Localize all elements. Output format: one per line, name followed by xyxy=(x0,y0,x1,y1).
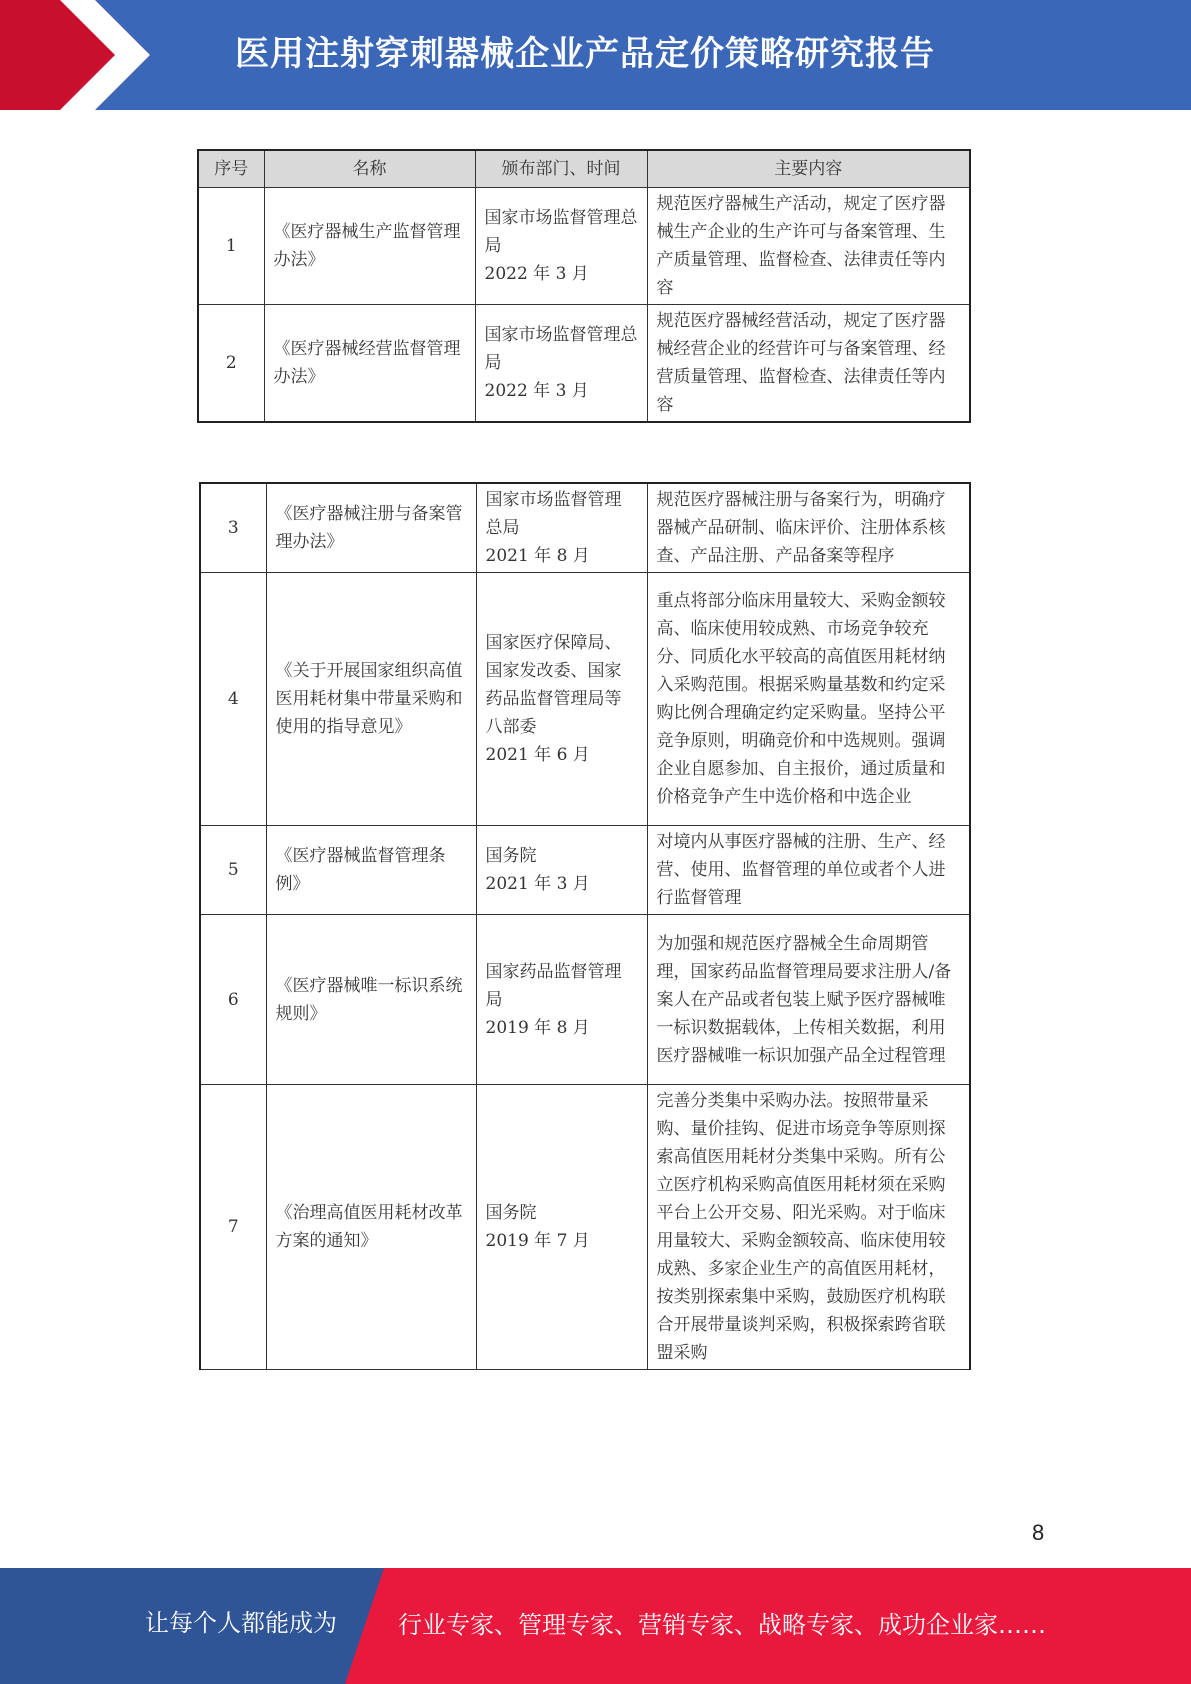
regulations-table-part1 xyxy=(197,149,971,423)
row-name: 《关于开展国家组织高值医用耗材集中带量采购和使用的指导意见》 xyxy=(266,573,476,826)
table-row xyxy=(198,305,970,423)
row-content: 重点将部分临床用量较大、采购金额较高、临床使用较成熟、市场竞争较充分、同质化水平较高的高值医用耗材纳入采购范围。根据采购量基数和约定采购比例合理确定约定采购量。坚持公平竞争原则，明确竞价和中选规则。强调企业自愿参加、自主报价，通过质量和价格竞争产生中选价格和中选企业 xyxy=(647,573,970,826)
row-no: 7 xyxy=(200,1085,266,1370)
table-row xyxy=(198,188,970,305)
row-no: 6 xyxy=(200,915,266,1085)
row-content: 规范医疗器械生产活动，规定了医疗器械生产企业的生产许可与备案管理、生产质量管理、监督检查、法律责任等内容 xyxy=(647,188,970,305)
table-row xyxy=(200,826,970,915)
table-row xyxy=(200,915,970,1085)
header-content: 主要内容 xyxy=(647,150,970,188)
row-content: 为加强和规范医疗器械全生命周期管理，国家药品监督管理局要求注册人/备案人在产品或者包装上赋予医疗器械唯一标识数据载体，上传相关数据，利用医疗器械唯一标识加强产品全过程管理 xyxy=(647,915,970,1085)
row-name: 《医疗器械监督管理条例》 xyxy=(266,826,476,915)
row-dept: 国务院 2021 年 3 月 xyxy=(476,826,647,915)
row-dept: 国家市场监督管理总局 2022 年 3 月 xyxy=(475,188,647,305)
row-no: 5 xyxy=(200,826,266,915)
row-no: 1 xyxy=(198,188,264,305)
row-content: 规范医疗器械经营活动，规定了医疗器械经营企业的经营许可与备案管理、经营质量管理、监督检查、法律责任等内容 xyxy=(647,305,970,423)
row-dept: 国家医疗保障局、国家发改委、国家药品监督管理局等八部委 2021 年 6 月 xyxy=(476,573,647,826)
row-content: 完善分类集中采购办法。按照带量采购、量价挂钩、促进市场竞争等原则探索高值医用耗材分类集中采购。所有公立医疗机构采购高值医用耗材须在采购平台上公开交易、阳光采购。对于临床用量较大、采购金额较高、临床使用较成熟、多家企业生产的高值医用耗材，按类别探索集中采购，鼓励医疗机构联合开展带量谈判采购，积极探索跨省联盟采购 xyxy=(647,1085,970,1370)
row-name: 《医疗器械经营监督管理办法》 xyxy=(264,305,475,423)
footer-slogan-left: 让每个人都能成为 xyxy=(145,1609,337,1637)
row-content: 规范医疗器械注册与备案行为，明确疗器械产品研制、临床评价、注册体系核查、产品注册、产品备案等程序 xyxy=(647,483,970,573)
row-dept: 国家市场监督管理总局 2022 年 3 月 xyxy=(475,305,647,423)
report-title: 医用注射穿刺器械企业产品定价策略研究报告 xyxy=(235,34,935,74)
page-number: 8 xyxy=(1032,1520,1045,1545)
row-no: 2 xyxy=(198,305,264,423)
footer-slogan-right: 行业专家、管理专家、营销专家、战略专家、成功企业家…… xyxy=(398,1611,1046,1639)
table-row xyxy=(200,573,970,826)
report-header xyxy=(0,0,1191,110)
table-row xyxy=(200,1085,970,1370)
table-row xyxy=(200,483,970,573)
table-header-row xyxy=(198,150,970,188)
row-dept: 国家市场监督管理总局 2021 年 8 月 xyxy=(476,483,647,573)
row-dept: 国务院 2019 年 7 月 xyxy=(476,1085,647,1370)
row-no: 3 xyxy=(200,483,266,573)
row-dept: 国家药品监督管理局 2019 年 8 月 xyxy=(476,915,647,1085)
regulations-table-part2 xyxy=(199,482,971,1370)
header-dept-time: 颁布部门、时间 xyxy=(475,150,647,188)
row-name: 《医疗器械生产监督管理办法》 xyxy=(264,188,475,305)
header-name: 名称 xyxy=(264,150,475,188)
row-name: 《治理高值医用耗材改革方案的通知》 xyxy=(266,1085,476,1370)
row-name: 《医疗器械注册与备案管理办法》 xyxy=(266,483,476,573)
row-no: 4 xyxy=(200,573,266,826)
header-no: 序号 xyxy=(198,150,264,188)
report-footer xyxy=(0,1568,1191,1684)
row-name: 《医疗器械唯一标识系统规则》 xyxy=(266,915,476,1085)
row-content: 对境内从事医疗器械的注册、生产、经营、使用、监督管理的单位或者个人进行监督管理 xyxy=(647,826,970,915)
